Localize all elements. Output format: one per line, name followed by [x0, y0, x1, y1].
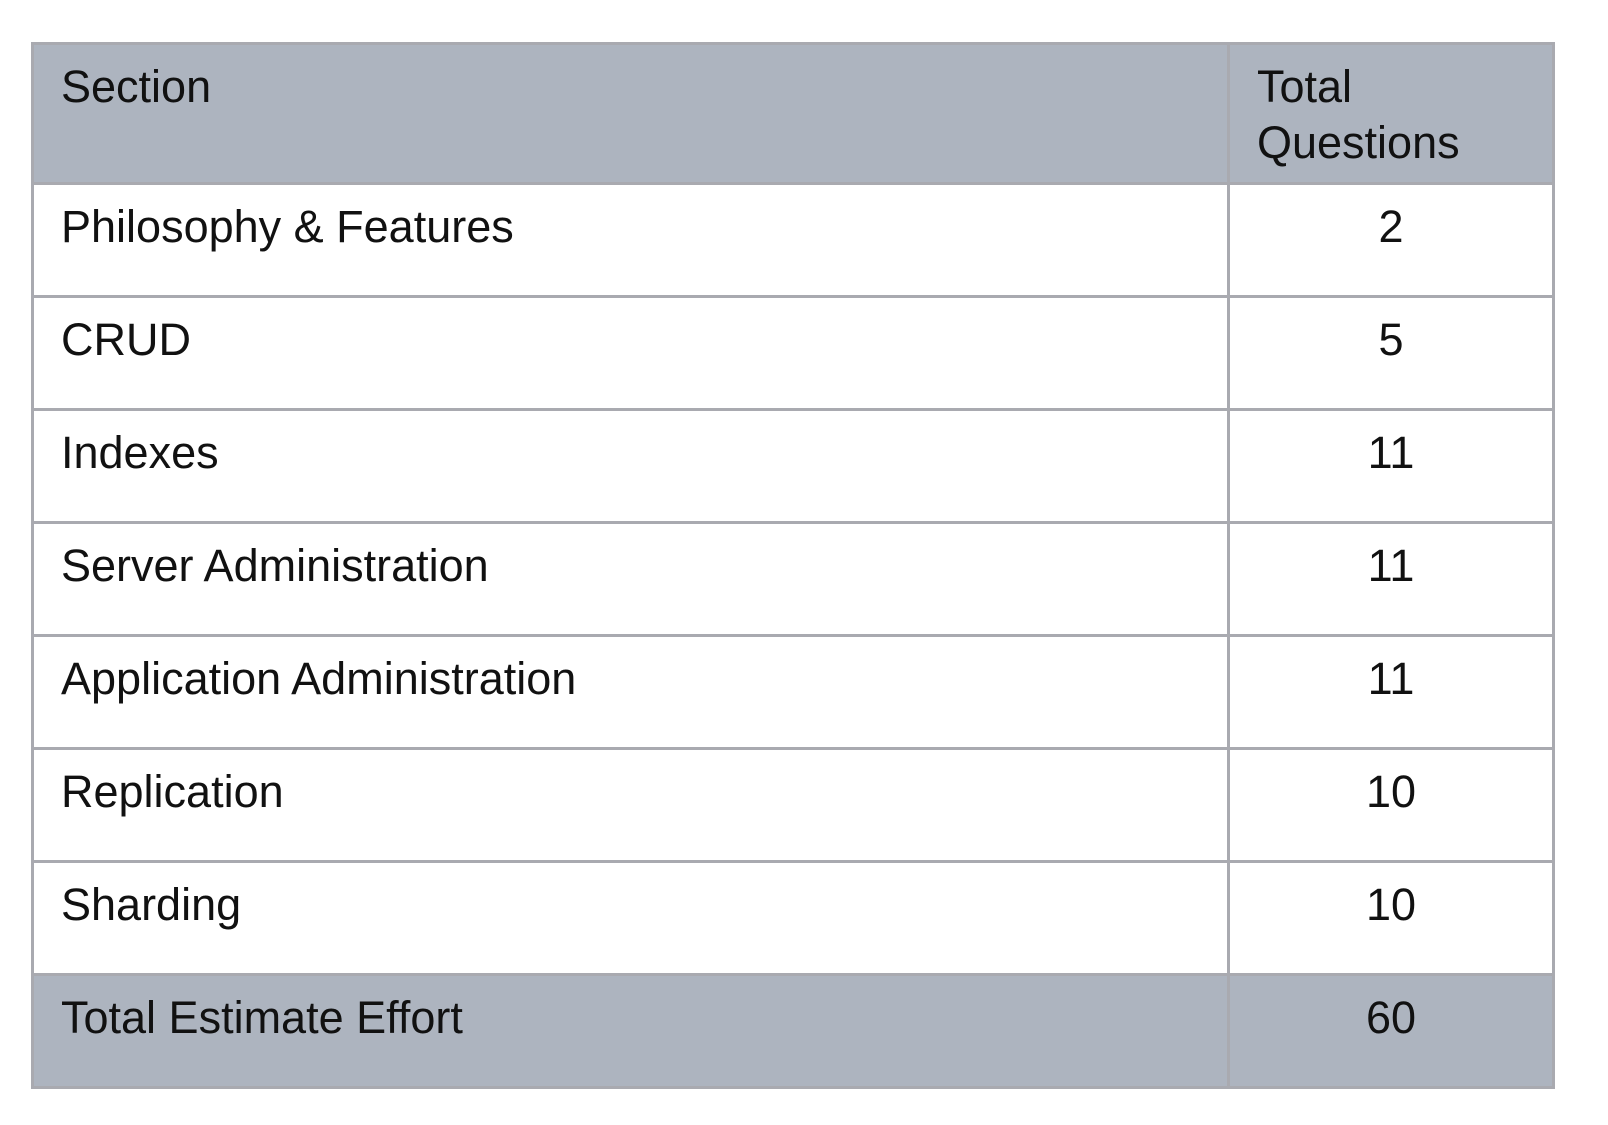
table-header	[33, 44, 1554, 184]
row-section-cell: Replication	[33, 749, 1229, 862]
header-section	[33, 44, 1229, 184]
row-total-cell: 11	[1229, 410, 1554, 523]
row-total-cell: 10	[1229, 862, 1554, 975]
row-section-cell: CRUD	[33, 297, 1229, 410]
header-section-label: Section	[61, 61, 212, 112]
footer-total-cell: 60	[1229, 975, 1554, 1088]
table-row	[33, 636, 1554, 749]
row-section-cell: Server Administration	[33, 523, 1229, 636]
row-section-cell: Sharding	[33, 862, 1229, 975]
header-total-questions	[1229, 44, 1554, 184]
table-row	[33, 410, 1554, 523]
footer-row	[33, 975, 1554, 1088]
row-total-cell: 11	[1229, 636, 1554, 749]
header-total-line1: Total	[1257, 61, 1353, 112]
row-section-cell: Indexes	[33, 410, 1229, 523]
table-row	[33, 184, 1554, 297]
row-total-cell: 10	[1229, 749, 1554, 862]
row-section-cell: Application Administration	[33, 636, 1229, 749]
table-row	[33, 862, 1554, 975]
table-row	[33, 297, 1554, 410]
exam-sections-table-container	[31, 42, 1552, 1089]
header-total-line2: Questions	[1257, 117, 1460, 168]
table-footer	[33, 975, 1554, 1088]
row-total-cell: 2	[1229, 184, 1554, 297]
header-row	[33, 44, 1554, 184]
exam-sections-table	[31, 42, 1555, 1089]
row-total-cell: 11	[1229, 523, 1554, 636]
row-section-cell: Philosophy & Features	[33, 184, 1229, 297]
table-row	[33, 523, 1554, 636]
table-body	[33, 184, 1554, 975]
table-row	[33, 749, 1554, 862]
row-total-cell: 5	[1229, 297, 1554, 410]
footer-label-cell: Total Estimate Effort	[33, 975, 1229, 1088]
